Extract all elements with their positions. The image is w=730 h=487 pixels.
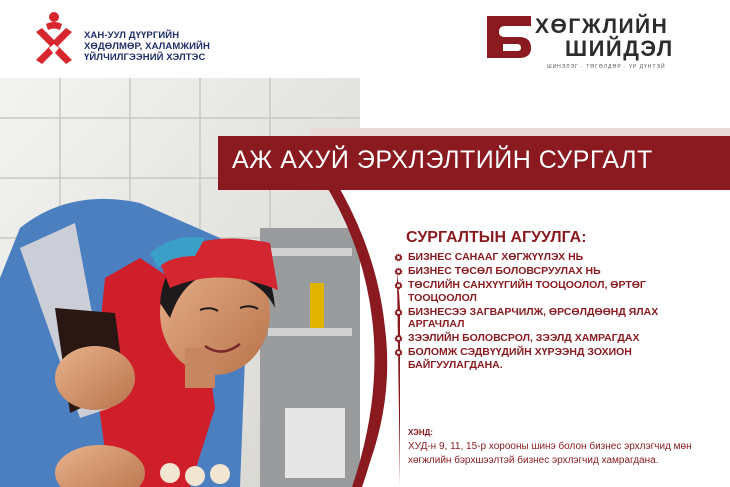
list-item: [394, 346, 714, 371]
list-item: [394, 251, 714, 264]
gear-icon: [394, 267, 403, 276]
gear-icon: [394, 308, 403, 317]
list-item-text: БОЛОМЖ СЭДВҮҮДИЙН ХҮРЭЭНД ЗОХИОН БАЙГУУЛАГДАНА.: [408, 346, 632, 371]
right-logo-line1: ХӨГЖЛИЙН: [535, 15, 669, 38]
list-item-text: ТӨСЛИЙН САНХҮҮГИЙН ТООЦООЛОЛ, ӨРТӨГ ТООЦООЛОЛ: [408, 279, 646, 304]
gear-icon: [394, 348, 403, 357]
gear-icon: [394, 253, 403, 262]
list-item: [394, 332, 714, 345]
list-item-text: БИЗНЕС ТӨСӨЛ БОЛОВСРУУЛАХ НЬ: [408, 265, 601, 277]
left-logo-text: [84, 30, 210, 63]
audience-label: ХЭНД:: [408, 428, 433, 437]
list-item-text: БИЗНЕС САНААГ ХӨГЖҮҮЛЭХ НЬ: [408, 251, 584, 263]
content-heading: СУРГАЛТЫН АГУУЛГА:: [406, 229, 587, 246]
gear-icon: [394, 334, 403, 343]
right-logo-title: [535, 16, 674, 60]
list-item-text: ЗЭЭЛИЙН БОЛОВСРОЛ, ЗЭЭЛД ХАМРАГДАХ: [408, 332, 640, 344]
right-logo-line2: ШИЙДЭЛ: [565, 36, 674, 61]
gear-icon: [394, 281, 403, 290]
banner-accent-strip: [310, 128, 730, 136]
left-logo-line: ХӨДӨЛМӨР, ХАЛАМЖИЙН: [84, 41, 210, 52]
list-item-text: БИЗНЕСЭЭ ЗАГВАРЧИЛЖ, ӨРСӨЛДӨӨНД ЯЛАХ АРГАЧЛАЛ: [408, 305, 659, 330]
right-logo: [485, 14, 700, 70]
right-logo-tagline: ШИНЭЛЭГ · ТӨГӨЛДӨР · ҮР ДҮНТЭЙ: [547, 64, 666, 70]
list-item: [394, 265, 714, 278]
list-item: [394, 279, 714, 304]
left-logo: [30, 8, 250, 68]
banner-title: АЖ АХУЙ ЭРХЛЭЛТИЙН СУРГАЛТ: [232, 146, 653, 174]
list-item: [394, 306, 714, 331]
left-logo-line: ҮЙЛЧИЛГЭЭНИЙ ХЭЛТЭС: [84, 52, 206, 63]
audience-text: ХУД-н 9, 11, 15-р хорооны шинэ болон бизнес эрхлэгчид мөн хөгжлийн бэрхшээлтэй бизнес эрхлэгчид хамрагдана.: [408, 441, 692, 466]
content-list: [394, 251, 714, 373]
labour-emblem-icon: [30, 8, 80, 68]
left-logo-line: ХАН-УУЛ ДҮҮРГИЙН: [84, 30, 180, 41]
development-solution-logo-icon: [485, 14, 533, 60]
